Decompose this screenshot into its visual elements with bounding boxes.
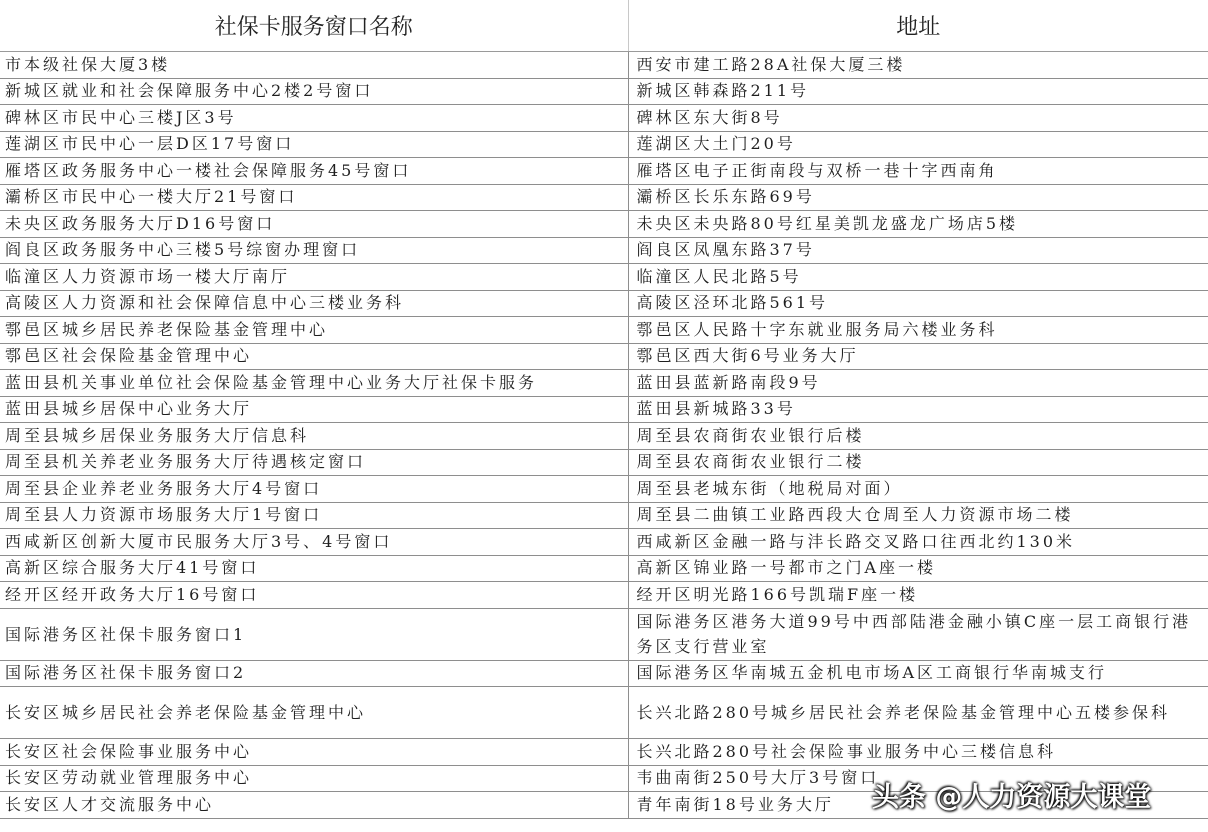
window-name-cell: 碑林区市民中心三楼J区3号 [0,105,628,132]
address-cell: 蓝田县蓝新路南段9号 [628,370,1208,397]
table-row [0,290,1208,317]
address-cell: 长兴北路280号城乡居民社会养老保险基金管理中心五楼参保科 [628,687,1208,739]
address-cell: 鄠邑区西大街6号业务大厅 [628,343,1208,370]
table-row [0,78,1208,105]
address-cell: 国际港务区华南城五金机电市场A区工商银行华南城支行 [628,660,1208,687]
address-cell: 西安市建工路28A社保大厦三楼 [628,52,1208,79]
table-row [0,529,1208,556]
window-name-cell: 周至县人力资源市场服务大厅1号窗口 [0,502,628,529]
table-row [0,317,1208,344]
window-name-cell: 高陵区人力资源和社会保障信息中心三楼业务科 [0,290,628,317]
window-name-cell: 经开区经开政务大厅16号窗口 [0,582,628,609]
column-header-window-name: 社保卡服务窗口名称 [0,0,628,52]
table-row [0,449,1208,476]
address-cell: 周至县农商街农业银行后楼 [628,423,1208,450]
table-row [0,555,1208,582]
table-row [0,396,1208,423]
window-name-cell: 高新区综合服务大厅41号窗口 [0,555,628,582]
watermark: 头条 @人力资源大课堂 [872,781,1152,813]
address-cell: 未央区未央路80号红星美凯龙盛龙广场店5楼 [628,211,1208,238]
window-name-cell: 雁塔区政务服务中心一楼社会保障服务45号窗口 [0,158,628,185]
table-row [0,687,1208,739]
window-name-cell: 蓝田县城乡居保中心业务大厅 [0,396,628,423]
address-cell: 莲湖区大土门20号 [628,131,1208,158]
table-row [0,343,1208,370]
table-header-row [0,0,1208,52]
table-row [0,423,1208,450]
window-name-cell: 长安区人才交流服务中心 [0,792,628,819]
address-cell: 碑林区东大街8号 [628,105,1208,132]
address-cell: 国际港务区港务大道99号中西部陆港金融小镇C座一层工商银行港务区支行营业室 [628,608,1208,660]
window-name-cell: 长安区城乡居民社会养老保险基金管理中心 [0,687,628,739]
window-name-cell: 蓝田县机关事业单位社会保险基金管理中心业务大厅社保卡服务 [0,370,628,397]
table-row [0,211,1208,238]
address-cell: 周至县二曲镇工业路西段大仓周至人力资源市场二楼 [628,502,1208,529]
address-cell: 高新区锦业路一号都市之门A座一楼 [628,555,1208,582]
table-row [0,476,1208,503]
window-name-cell: 长安区社会保险事业服务中心 [0,739,628,766]
window-name-cell: 市本级社保大厦3楼 [0,52,628,79]
table-row [0,158,1208,185]
address-cell: 蓝田县新城路33号 [628,396,1208,423]
table-row [0,237,1208,264]
table-body [0,52,1208,819]
table-row [0,502,1208,529]
table-row [0,105,1208,132]
address-cell: 临潼区人民北路5号 [628,264,1208,291]
table-row [0,660,1208,687]
address-cell: 阎良区凤凰东路37号 [628,237,1208,264]
address-cell: 周至县农商街农业银行二楼 [628,449,1208,476]
address-cell: 长兴北路280号社会保险事业服务中心三楼信息科 [628,739,1208,766]
window-name-cell: 莲湖区市民中心一层D区17号窗口 [0,131,628,158]
window-name-cell: 国际港务区社保卡服务窗口2 [0,660,628,687]
table-row [0,264,1208,291]
table-row [0,582,1208,609]
address-cell: 青年南街18号业务大厅 [628,792,1208,819]
window-name-cell: 周至县机关养老业务服务大厅待遇核定窗口 [0,449,628,476]
window-name-cell: 阎良区政务服务中心三楼5号综窗办理窗口 [0,237,628,264]
window-name-cell: 临潼区人力资源市场一楼大厅南厅 [0,264,628,291]
table-row [0,184,1208,211]
window-name-cell: 未央区政务服务大厅D16号窗口 [0,211,628,238]
window-name-cell: 长安区劳动就业管理服务中心 [0,765,628,792]
address-cell: 高陵区泾环北路561号 [628,290,1208,317]
table-row [0,608,1208,660]
table-row [0,370,1208,397]
address-cell: 雁塔区电子正街南段与双桥一巷十字西南角 [628,158,1208,185]
address-cell: 新城区韩森路211号 [628,78,1208,105]
address-cell: 周至县老城东街（地税局对面） [628,476,1208,503]
address-cell: 经开区明光路166号凯瑞F座一楼 [628,582,1208,609]
window-name-cell: 鄠邑区社会保险基金管理中心 [0,343,628,370]
window-name-cell: 周至县城乡居保业务服务大厅信息科 [0,423,628,450]
window-name-cell: 西咸新区创新大厦市民服务大厅3号、4号窗口 [0,529,628,556]
window-name-cell: 鄠邑区城乡居民养老保险基金管理中心 [0,317,628,344]
column-header-address: 地址 [628,0,1208,52]
window-name-cell: 新城区就业和社会保障服务中心2楼2号窗口 [0,78,628,105]
address-cell: 韦曲南街250号大厅3号窗口 [628,765,1208,792]
table-row [0,52,1208,79]
window-name-cell: 周至县企业养老业务服务大厅4号窗口 [0,476,628,503]
address-cell: 鄠邑区人民路十字东就业服务局六楼业务科 [628,317,1208,344]
address-cell: 灞桥区长乐东路69号 [628,184,1208,211]
table-row [0,131,1208,158]
window-name-cell: 灞桥区市民中心一楼大厅21号窗口 [0,184,628,211]
window-name-cell: 国际港务区社保卡服务窗口1 [0,608,628,660]
table-row [0,739,1208,766]
address-cell: 西咸新区金融一路与沣长路交叉路口往西北约130米 [628,529,1208,556]
